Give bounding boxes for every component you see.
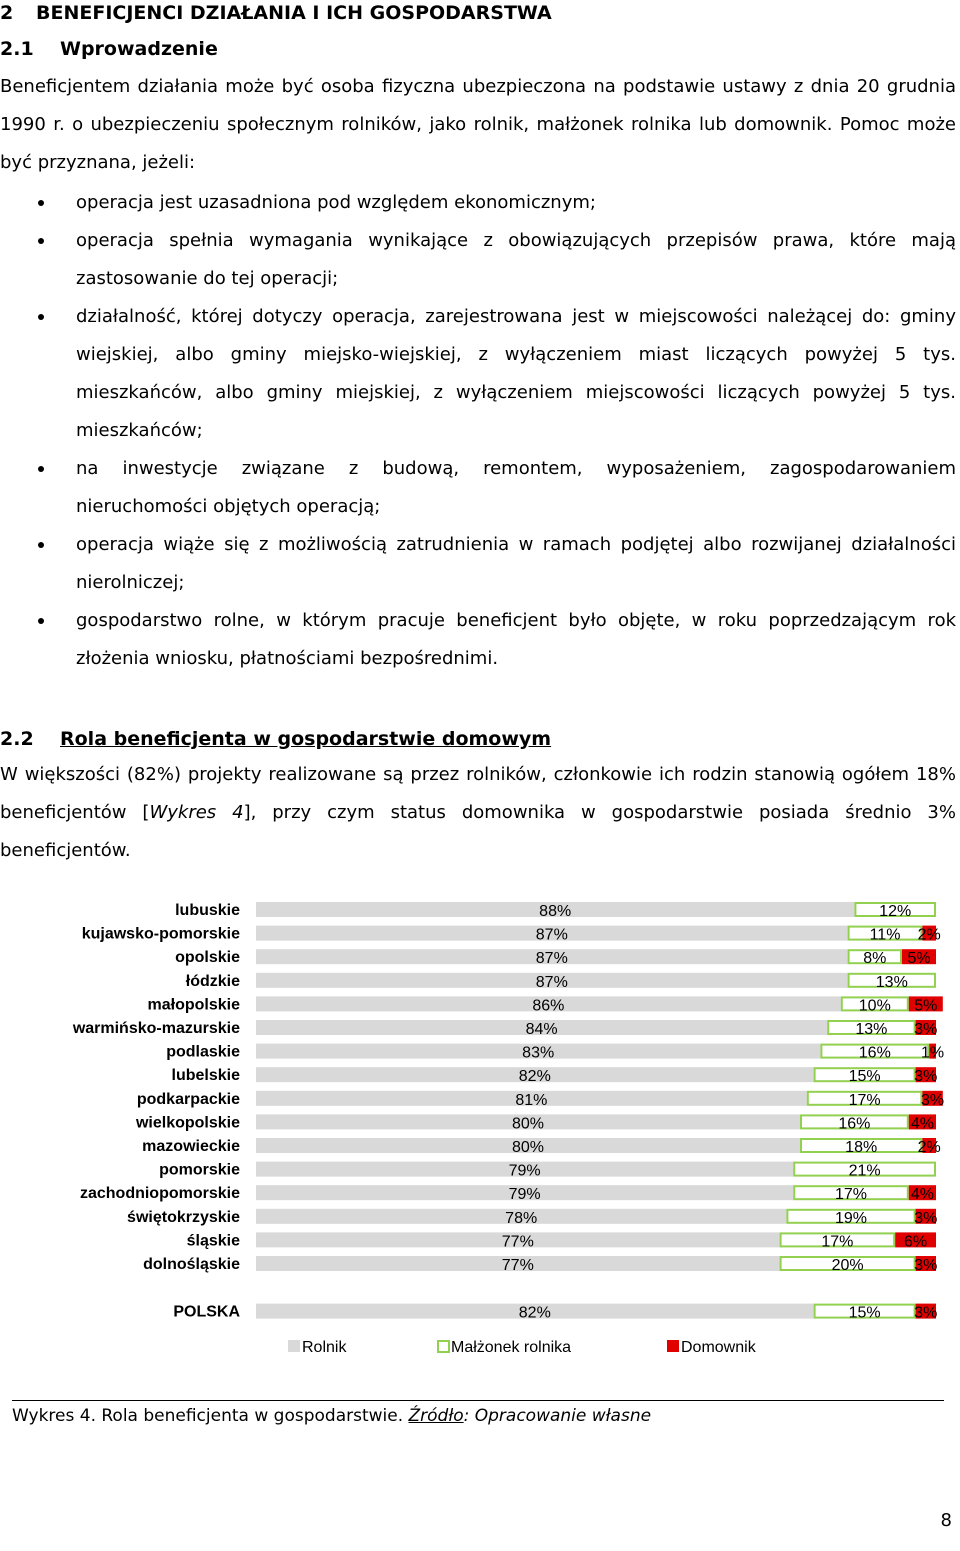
- legend-swatch-malzonek: [438, 1341, 449, 1352]
- legend-swatch-domownik: [667, 1340, 679, 1352]
- category-label: świętokrzyskie: [127, 1208, 240, 1226]
- data-label: 83%: [522, 1044, 555, 1062]
- subsection-heading-1: [0, 36, 218, 62]
- data-label: 1%: [921, 1044, 945, 1062]
- bullet-icon: [38, 542, 44, 548]
- subsection-title: Rola beneficjenta w gospodarstwie domowym: [60, 728, 552, 750]
- data-label: 88%: [539, 903, 572, 920]
- data-label: 4%: [910, 1186, 934, 1204]
- bullet-icon: [38, 200, 44, 206]
- data-label: 82%: [518, 1068, 551, 1086]
- data-label: 15%: [848, 1068, 881, 1086]
- data-label: 17%: [821, 1233, 854, 1251]
- bullet-icon: [38, 314, 44, 320]
- figure-reference[interactable]: Wykres 4: [149, 802, 244, 823]
- list-item: operacja wiąże się z możliwością zatrudnienia w ramach podjętej albo rozwijanej działalności nierolniczej;: [0, 526, 956, 602]
- category-label: opolskie: [175, 949, 240, 967]
- data-label: 5%: [907, 950, 931, 968]
- data-label: 13%: [875, 973, 908, 991]
- data-label: 11%: [869, 926, 901, 944]
- list-item: operacja jest uzasadniona pod względem ekonomicznym;: [0, 184, 956, 222]
- data-label: 16%: [838, 1115, 871, 1133]
- legend-label: Rolnik: [302, 1339, 347, 1356]
- data-label: 3%: [921, 1091, 945, 1109]
- data-label: 4%: [910, 1115, 934, 1133]
- data-label: 15%: [848, 1304, 881, 1322]
- category-label: wielkopolskie: [135, 1114, 240, 1132]
- data-label: 81%: [515, 1091, 548, 1109]
- data-label: 86%: [532, 997, 565, 1015]
- category-label: warmińsko-mazurskie: [72, 1020, 240, 1037]
- bullet-icon: [38, 618, 44, 624]
- data-label: 77%: [501, 1257, 534, 1274]
- data-label: 3%: [914, 1021, 938, 1038]
- data-label: 3%: [914, 1304, 938, 1322]
- data-label: 77%: [501, 1233, 534, 1251]
- list-item: operacja spełnia wymagania wynikające z obowiązujących przepisów prawa, które mają zastosowanie do tej operacji;: [0, 222, 956, 298]
- data-label: 13%: [855, 1021, 888, 1038]
- role-paragraph: W większości (82%) projekty realizowane są przez rolników, członkowie ich rodzin stanowią ogółem 18% beneficjentów [Wykres 4], przy czym status domownika w gospodarstwie posiada średnio 3% beneficjentów.: [0, 764, 956, 861]
- page-number: 8: [940, 1510, 952, 1531]
- data-label: 3%: [914, 1257, 938, 1274]
- data-label: 79%: [508, 1162, 541, 1180]
- list-item: na inwestycje związane z budową, remontem, wyposażeniem, zagospodarowaniem nieruchomości objętych operacją;: [0, 450, 956, 526]
- data-label: 2%: [917, 1139, 941, 1156]
- data-label: 87%: [535, 973, 568, 991]
- data-label: 84%: [525, 1021, 558, 1038]
- data-label: 87%: [535, 926, 568, 944]
- legend-label: Domownik: [681, 1339, 756, 1356]
- data-label: 87%: [535, 950, 568, 968]
- category-label: śląskie: [186, 1232, 240, 1250]
- legend-label: Małżonek rolnika: [451, 1339, 572, 1356]
- subsection-heading-2: [0, 726, 551, 752]
- role-chart: [0, 890, 960, 1390]
- category-label: lubelskie: [171, 1067, 240, 1085]
- data-label: 3%: [914, 1068, 938, 1086]
- category-label: pomorskie: [159, 1161, 240, 1179]
- data-label: 78%: [505, 1209, 538, 1227]
- intro-sentence-1: Beneficjentem działania może być osoba fizyczna ubezpieczona na podstawie ustawy z dnia 20 grudnia 1990 r. o ubezpieczeniu społecznym rolników, jako rolnik, małżonek rolnika lub domownik.: [0, 76, 956, 135]
- legend-swatch-rolnik: [288, 1340, 300, 1352]
- category-label: dolnośląskie: [143, 1256, 240, 1273]
- data-label: 80%: [511, 1115, 545, 1133]
- total-category-label: POLSKA: [173, 1303, 240, 1321]
- caption-text: Wykres 4. Rola beneficjenta w gospodarstwie.: [12, 1406, 409, 1426]
- data-label: 8%: [863, 950, 887, 968]
- bullet-icon: [38, 238, 44, 244]
- category-label: małopolskie: [147, 996, 240, 1014]
- caption-source-label: Źródło: [408, 1406, 464, 1426]
- section-heading: [0, 0, 552, 26]
- data-label: 20%: [831, 1257, 864, 1274]
- category-label: podlaskie: [166, 1043, 240, 1061]
- figure-caption: [12, 1404, 651, 1428]
- data-label: 5%: [914, 997, 938, 1015]
- subsection-number: 2.2: [0, 728, 34, 750]
- data-label: 10%: [858, 997, 891, 1015]
- data-label: 3%: [914, 1209, 938, 1227]
- section-number: 2: [0, 2, 14, 24]
- data-label: 12%: [879, 903, 912, 920]
- bullet-icon: [38, 466, 44, 472]
- category-label: podkarpackie: [136, 1090, 240, 1108]
- category-label: mazowieckie: [142, 1138, 240, 1155]
- category-label: lubuskie: [175, 902, 240, 919]
- category-label: łódzkie: [185, 972, 240, 990]
- data-label: 6%: [904, 1233, 928, 1251]
- data-label: 17%: [834, 1186, 868, 1204]
- data-label: 2%: [917, 926, 941, 944]
- section-title: BENEFICJENCI DZIAŁANIA I ICH GOSPODARSTWA: [36, 2, 552, 24]
- data-label: 16%: [858, 1044, 891, 1062]
- data-label: 82%: [518, 1304, 551, 1322]
- category-label: kujawsko-pomorskie: [81, 925, 240, 943]
- data-label: 17%: [848, 1091, 881, 1109]
- intro-paragraph: [0, 68, 956, 182]
- caption-divider: [12, 1400, 944, 1401]
- list-item: gospodarstwo rolne, w którym pracuje beneficjent było objęte, w roku poprzedzającym rok złożenia wniosku, płatnościami bezpośrednimi.: [0, 602, 956, 678]
- caption-source-text: : Opracowanie własne: [463, 1406, 652, 1426]
- subsection-title: Wprowadzenie: [60, 38, 218, 60]
- intro-sentence-2: Pomoc może być przyznana, jeżeli:: [0, 114, 956, 173]
- data-label: 79%: [508, 1186, 541, 1204]
- data-label: 21%: [848, 1162, 881, 1180]
- data-label: 18%: [845, 1139, 878, 1156]
- subsection-number: 2.1: [0, 38, 34, 60]
- conditions-list: [0, 184, 956, 678]
- data-label: 80%: [511, 1139, 545, 1156]
- category-label: zachodniopomorskie: [79, 1185, 240, 1203]
- list-item: działalność, której dotyczy operacja, zarejestrowana jest w miejscowości należącej do: gminy wiejskiej, albo gminy miejsko-wiejskiej, z wyłączeniem miast liczących powyżej 5 tys. mieszkańców, albo gminy miejskiej, z wyłączeniem miejscowości liczących powyżej 5 tys. mieszkańców;: [0, 298, 956, 450]
- data-label: 19%: [834, 1209, 868, 1227]
